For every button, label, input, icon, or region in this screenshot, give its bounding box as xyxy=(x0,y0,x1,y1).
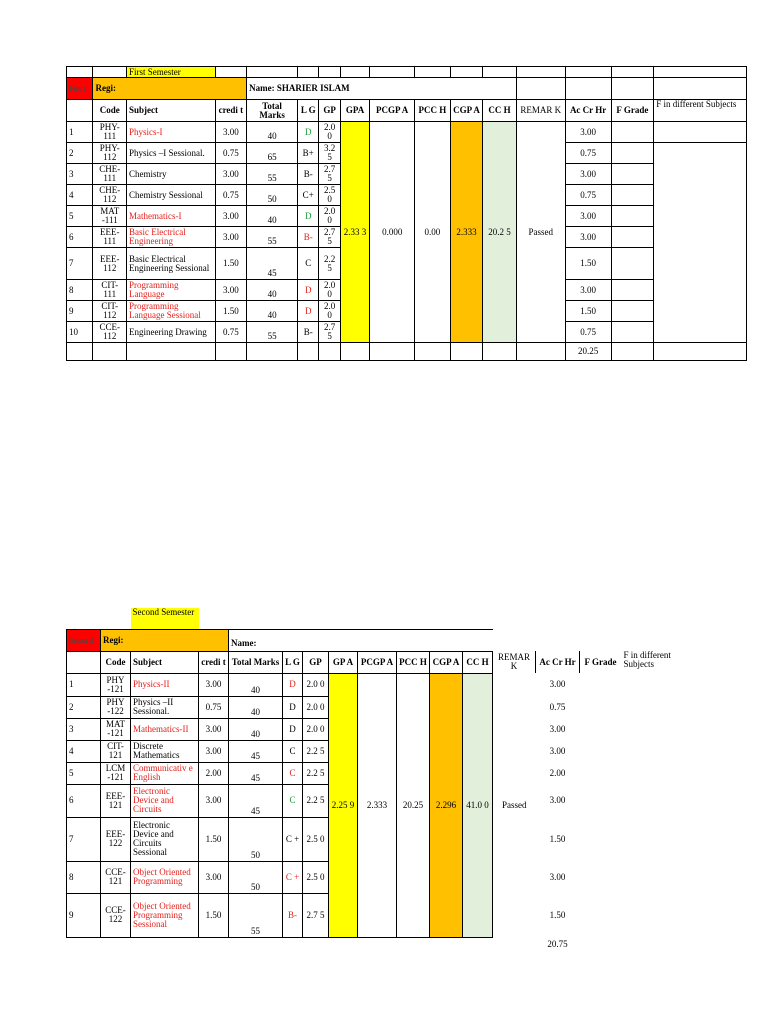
cell-subject: Object Oriented Programming Sessional xyxy=(131,893,199,937)
cgpa-value: 2.296 xyxy=(430,673,463,937)
pcgpa-value: 2.333 xyxy=(358,673,397,937)
cell-sl: 9 xyxy=(67,893,101,937)
cell-lg: C + xyxy=(283,817,303,861)
cell-subject: Physics-I xyxy=(127,122,216,143)
cell-subject: Object Oriented Programming xyxy=(131,861,199,893)
cch-value: 20.2 5 xyxy=(483,122,517,343)
cell-code: EEE-111 xyxy=(93,227,127,248)
semester-tag: Seton d xyxy=(67,629,101,651)
cell-accr: 3.00 xyxy=(565,206,611,227)
cell-gp: 2.5 0 xyxy=(303,817,329,861)
cell-code: MAT -121 xyxy=(101,718,131,740)
cell-code: PHY -121 xyxy=(101,673,131,696)
cell-sl: 3 xyxy=(67,718,101,740)
cgpa-value: 2.333 xyxy=(450,122,483,343)
cell-remark: REMAR K xyxy=(497,652,530,671)
cell-credit: 0.75 xyxy=(215,322,247,343)
cell-code: CIT-112 xyxy=(93,301,127,322)
cell-gp: 2.0 0 xyxy=(319,301,340,322)
cell-sl: 7 xyxy=(67,817,101,861)
cell-accr: 3.00 xyxy=(565,122,611,143)
cell-gp: 2.7 5 xyxy=(319,322,340,343)
cell-remark: REMAR K xyxy=(516,100,565,122)
cell-subject: Electronic Device and Circuits Sessional xyxy=(131,817,199,861)
cell-gp: GP xyxy=(303,651,329,673)
cell-code: MAT -111 xyxy=(93,206,127,227)
cell-gp: 2.5 0 xyxy=(303,861,329,893)
cell-code: Code xyxy=(101,651,131,673)
cell-gp: 2.7 5 xyxy=(319,164,340,185)
cell-fgrade: F Grade xyxy=(584,656,617,667)
cell-code: CCE-122 xyxy=(101,893,131,937)
cell-fdiff: F in different Subjects xyxy=(654,100,747,122)
cell-credit: 0.75 xyxy=(199,696,229,718)
cell-gpa: GP A xyxy=(329,651,358,673)
cell-accr: 1.50 xyxy=(565,248,611,280)
cell-gp: 2.7 5 xyxy=(303,893,329,937)
cell-subject: Discrete Mathematics xyxy=(131,740,199,762)
cell-code: CCE-112 xyxy=(93,322,127,343)
cell-lg: B- xyxy=(298,322,319,343)
cell-total: 50 xyxy=(229,817,283,861)
regi-label: Regi: xyxy=(93,78,247,100)
cell-gp: 2.0 0 xyxy=(319,206,340,227)
cell-subject: Communicativ e English xyxy=(131,762,199,784)
cell-total: 45 xyxy=(229,740,283,762)
cell-sl: 2 xyxy=(67,143,93,164)
remark-value: Passed xyxy=(502,799,527,810)
cell-sl: 4 xyxy=(67,740,101,762)
cell-sl: 8 xyxy=(67,861,101,893)
cell-credit: 3.00 xyxy=(215,122,247,143)
cell-subject: Basic Electrical Engineering xyxy=(127,227,216,248)
cell-accr: 2.00 xyxy=(549,767,566,778)
cell-gp: 2.2 5 xyxy=(303,740,329,762)
total-row xyxy=(67,343,747,361)
cell-gpa: GPA xyxy=(340,100,370,122)
cell-gp: 2.0 0 xyxy=(319,280,340,301)
cell-lg: C xyxy=(298,248,319,280)
cell-lg: C xyxy=(283,784,303,817)
gpa-value: 2.33 3 xyxy=(340,122,370,343)
cell-lg: D xyxy=(298,206,319,227)
cell-total: 40 xyxy=(247,280,298,301)
cell-accr: 0.75 xyxy=(565,322,611,343)
gpa-value: 2.25 9 xyxy=(329,673,358,937)
cell-pcgpa: PCGP A xyxy=(370,100,415,122)
cell-pcch: PCC H xyxy=(415,100,451,122)
cell-code: EEE-122 xyxy=(101,817,131,861)
cell-subject: Subject xyxy=(131,651,199,673)
cell-code: Code xyxy=(93,100,127,122)
cell-sl: 6 xyxy=(67,227,93,248)
cell-credit: 1.50 xyxy=(215,301,247,322)
total-ac-cr-hr: 20.75 xyxy=(547,938,568,949)
cell-code: CIT-121 xyxy=(101,740,131,762)
header-row xyxy=(67,651,692,673)
cell-code: LCM -121 xyxy=(101,762,131,784)
cell-gp: 2.7 5 xyxy=(319,227,340,248)
cell-credit: 3.00 xyxy=(199,784,229,817)
cell-accr: 3.00 xyxy=(549,723,566,734)
cell-gp: 2.2 5 xyxy=(303,784,329,817)
cell-total: 40 xyxy=(247,206,298,227)
cell-code: CHE-112 xyxy=(93,185,127,206)
cell-credit: 3.00 xyxy=(199,861,229,893)
pcgpa-value: 0.000 xyxy=(370,122,415,343)
cell-subject: Programming Language xyxy=(127,280,216,301)
cell-subject: Chemistry Sessional xyxy=(127,185,216,206)
cell-total: 50 xyxy=(247,185,298,206)
student-name: Name: xyxy=(229,629,358,651)
cell-lg: B- xyxy=(283,893,303,937)
cell-lg: C xyxy=(283,762,303,784)
cell-sl: 10 xyxy=(67,322,93,343)
cell-sl: 8 xyxy=(67,280,93,301)
cell-credit: credi t xyxy=(215,100,247,122)
cell-total: 40 xyxy=(229,696,283,718)
cell-lg: C+ xyxy=(298,185,319,206)
cell-total: 40 xyxy=(229,718,283,740)
cell-credit: 1.50 xyxy=(199,817,229,861)
cell-gp: 2.0 0 xyxy=(303,696,329,718)
cell-credit: 1.50 xyxy=(215,248,247,280)
cell-lg: D xyxy=(283,696,303,718)
cell-lg: C + xyxy=(283,861,303,893)
cell-accr: 3.00 xyxy=(565,164,611,185)
cell-gp: 2.0 0 xyxy=(319,122,340,143)
cell-total: 40 xyxy=(247,301,298,322)
cell-credit: 3.00 xyxy=(199,740,229,762)
cell-credit: 3.00 xyxy=(215,227,247,248)
cell-cgpa: CGP A xyxy=(430,651,463,673)
cell-fdiff: F in different Subjects xyxy=(623,651,671,669)
cell-accr: 0.75 xyxy=(549,701,566,712)
second-semester-table xyxy=(66,608,692,951)
cell-accr: Ac Cr Hr xyxy=(536,651,580,673)
total-row xyxy=(67,937,692,951)
cell-accr: 0.75 xyxy=(565,143,611,164)
cell-total: Total Marks xyxy=(229,651,283,673)
cell-sl: 6 xyxy=(67,784,101,817)
semester-title: First Semester xyxy=(127,67,216,78)
pcch-value: 20.25 xyxy=(397,673,430,937)
cell-code: PHY -122 xyxy=(101,696,131,718)
cell-lg: L G xyxy=(298,100,319,122)
cell-pcgpa: PCGP A xyxy=(358,651,397,673)
cell-total: 45 xyxy=(229,762,283,784)
table-row xyxy=(67,122,747,143)
cell-gp: GP xyxy=(319,100,340,122)
cell-lg: D xyxy=(283,673,303,696)
regi-label: Regi: xyxy=(101,629,229,651)
cell-accr: 3.00 xyxy=(565,227,611,248)
total-ac-cr-hr: 20.25 xyxy=(565,343,611,361)
cell-subject: Mathematics-II xyxy=(131,718,199,740)
cell-subject: Mathematics-I xyxy=(127,206,216,227)
cell-pcch: PCC H xyxy=(397,651,430,673)
cell-credit: 3.00 xyxy=(199,718,229,740)
cell-sl: 7 xyxy=(67,248,93,280)
cell-total: 65 xyxy=(247,143,298,164)
cell-lg: D xyxy=(298,122,319,143)
cell-credit: credi t xyxy=(199,651,229,673)
cell-cch: CC H xyxy=(483,100,517,122)
cell-code: PHY-112 xyxy=(93,143,127,164)
cell-lg: D xyxy=(283,718,303,740)
cell-total: 40 xyxy=(229,673,283,696)
cell-accr: 3.00 xyxy=(549,871,566,882)
cell-sl: 2 xyxy=(67,696,101,718)
cell-credit: 3.00 xyxy=(215,206,247,227)
cell-accr: Ac Cr Hr xyxy=(565,100,611,122)
cell-accr: 1.50 xyxy=(565,301,611,322)
cell-lg: C xyxy=(283,740,303,762)
cell-total: 40 xyxy=(247,122,298,143)
cell-gp: 2.0 0 xyxy=(303,718,329,740)
cell-credit: 1.50 xyxy=(199,893,229,937)
cell-total: 55 xyxy=(247,164,298,185)
cell-lg: D xyxy=(298,301,319,322)
cell-subject: Physics-II xyxy=(131,673,199,696)
cell-subject: Programming Language Sessional xyxy=(127,301,216,322)
cch-value: 41.0 0 xyxy=(463,673,493,937)
cell-sl: 5 xyxy=(67,206,93,227)
cell-gp: 2.2 5 xyxy=(319,248,340,280)
cell-subject: Physics –II Sessional. xyxy=(131,696,199,718)
cell-sl: 3 xyxy=(67,164,93,185)
cell-accr: 1.50 xyxy=(549,909,566,920)
cell-gp: 2.2 5 xyxy=(303,762,329,784)
cell-subject: Engineering Drawing xyxy=(127,322,216,343)
cell-credit: 3.00 xyxy=(199,673,229,696)
cell-gp: 2.0 0 xyxy=(303,673,329,696)
cell-lg: D xyxy=(298,280,319,301)
semester-title: Second Semester xyxy=(131,608,199,629)
cell-total: 55 xyxy=(247,227,298,248)
cell-subject: Physics –I Sessional. xyxy=(127,143,216,164)
table-row xyxy=(67,673,692,696)
cell-credit: 0.75 xyxy=(215,185,247,206)
cell-code: CHE-111 xyxy=(93,164,127,185)
cell-gp: 2.5 0 xyxy=(319,185,340,206)
cell-subject: Electronic Device and Circuits xyxy=(131,784,199,817)
cell-total: Total Marks xyxy=(247,100,298,122)
cell-gp: 3.2 5 xyxy=(319,143,340,164)
cell-sl: 1 xyxy=(67,673,101,696)
cell-code: EEE-121 xyxy=(101,784,131,817)
cell-accr: 3.00 xyxy=(549,795,566,805)
cell-accr: 3.00 xyxy=(549,745,566,756)
cell-sl: 4 xyxy=(67,185,93,206)
cell-total: 55 xyxy=(247,322,298,343)
cell-sl: 1 xyxy=(67,122,93,143)
cell-subject: Subject xyxy=(127,100,216,122)
cell-subject: Chemistry xyxy=(127,164,216,185)
cell-credit: 0.75 xyxy=(215,143,247,164)
cell-cgpa: CGP A xyxy=(450,100,483,122)
cell-cch: CC H xyxy=(463,651,493,673)
semester-tag: Firs t xyxy=(67,78,93,100)
first-semester-table xyxy=(66,66,747,361)
cell-total: 55 xyxy=(229,893,283,937)
cell-subject: Basic Electrical Engineering Sessional xyxy=(127,248,216,280)
cell-accr: 3.00 xyxy=(565,280,611,301)
cell-code: PHY-111 xyxy=(93,122,127,143)
header-row xyxy=(67,100,747,122)
cell-total: 50 xyxy=(229,861,283,893)
cell-fgrade: F Grade xyxy=(611,100,654,122)
pcch-value: 0.00 xyxy=(415,122,451,343)
cell-credit: 2.00 xyxy=(199,762,229,784)
student-name: Name: SHARIER ISLAM xyxy=(247,78,370,100)
cell-accr: 1.50 xyxy=(549,833,566,844)
cell-accr: 3.00 xyxy=(549,679,566,689)
cell-code: CCE-121 xyxy=(101,861,131,893)
cell-lg: L G xyxy=(283,651,303,673)
cell-code: EEE-112 xyxy=(93,248,127,280)
cell-lg: B- xyxy=(298,227,319,248)
cell-code: CIT-111 xyxy=(93,280,127,301)
cell-lg: B+ xyxy=(298,143,319,164)
cell-lg: B- xyxy=(298,164,319,185)
cell-sl: 5 xyxy=(67,762,101,784)
cell-accr: 0.75 xyxy=(565,185,611,206)
cell-credit: 3.00 xyxy=(215,280,247,301)
cell-credit: 3.00 xyxy=(215,164,247,185)
cell-total: 45 xyxy=(247,248,298,280)
cell-total: 45 xyxy=(229,784,283,817)
cell-sl: 9 xyxy=(67,301,93,322)
remark-value: Passed xyxy=(516,122,565,343)
